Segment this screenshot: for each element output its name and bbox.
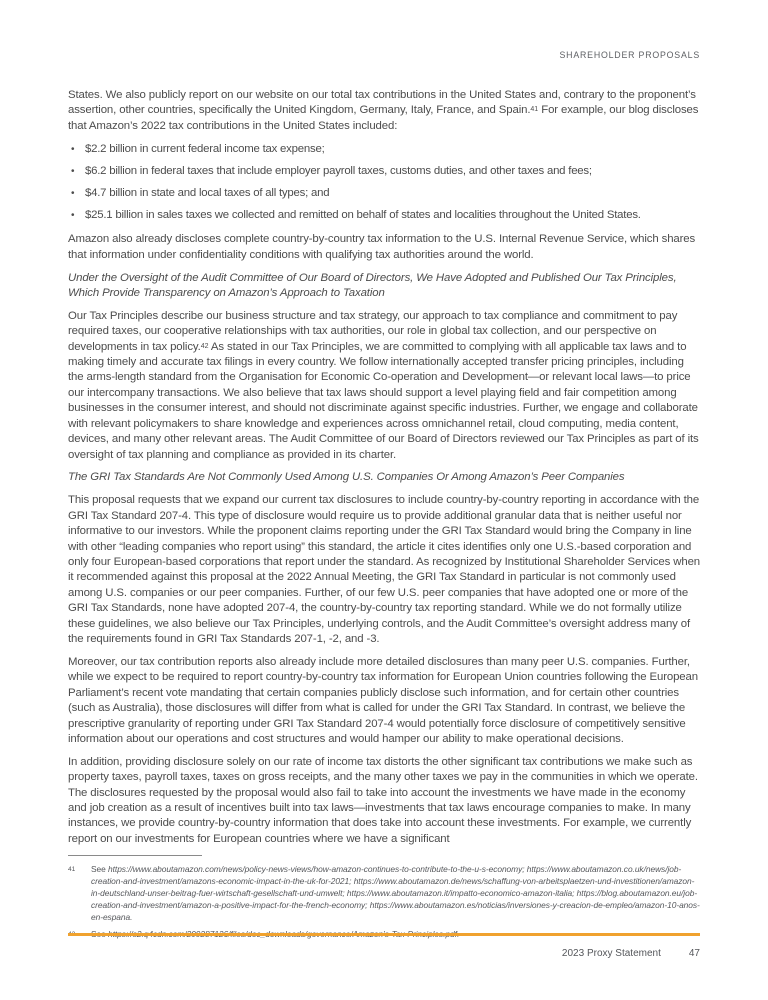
body-paragraph-3: [68, 309, 700, 463]
body-paragraph-6: In addition, providing disclosure solely on our rate of income tax distorts the other significant tax contributions we make such as property taxes, payroll taxes, taxes on gross receipts, and the many other taxes we pay in the communities in which we operate. The disclosures requested by the proposal would also fail to take into account the investments we have made in the economy and job creation as a result of incentives built into tax laws—investments that tax laws encourage companies to make. In many instances, we provide country-by-country information that does take into account these investments. For example, we currently report on our investments for European countries where we have a significant: [68, 755, 698, 845]
list-item: • $4.7 billion in state and local taxes of all types; and: [68, 186, 700, 201]
section-heading-oversight: Under the Oversight of the Audit Committee of Our Board of Directors, We Have Adopted and Published Our Tax Principles, Which Provide Transparency on Amazon’s Approach to Taxation: [68, 271, 677, 299]
footnote-links[interactable]: https://www.aboutamazon.com/news/policy-news-views/how-amazon-continues-to-contribute-to-the-u-s-economy; https://www.aboutamazon.co.uk/news/job-creation-and-investment/amazons-economic-impact-in-the-uk-for-2021; https://www.aboutamazon.de/news/schaffung-von-arbeitsplaetzen-und-investitionen/amazon-in-deutschland-unser-beitrag-fuer-wirtschaft-gesellschaft-und-umwelt; https://www.aboutamazon.it/impatto-economico-amazon-italia; https://blog.aboutamazon.eu/job-creation-and-investment/amazon-a-positive-impact-for-the-french-economy; https://www.aboutamazon.es/noticias/inversiones-y-creacion-de-empleo/amazon-10-anos-en-espana.: [91, 863, 700, 923]
footnote-separator: [68, 855, 202, 856]
paragraph-text: States. We also publicly report on our website on our total tax contributions in the United States and, contrary to the proponent’s assertion, other countries, specifically the United Kingdom, Germany, Italy, France, and Spain.: [68, 89, 696, 117]
list-item: • $2.2 billion in current federal income tax expense;: [68, 142, 700, 157]
body-paragraph-2: Amazon also already discloses complete country-by-country tax information to the U.S. Internal Revenue Service, which shares that information under confidentiality conditions with qualifying tax authorities around the world.: [68, 233, 696, 261]
paragraph-text: As stated in our Tax Principles, we are committed to complying with all applicable tax laws and to making timely and accurate tax filings in every country. We follow internationally accepted transfer pricing principles, including the arms-length standard from the Organisation for Economic Co-operation and Development—or relevant local laws—to price our intercompany transactions. We also believe that tax laws should support a level playing field and fair competition among businesses in the consumer interest, and should not discriminate against specific industries. Further, we engage and collaborate with relevant policymakers to share knowledge and experiences across omnichannel retail, cloud computing, media content, devices, and many other relevant areas. The Audit Committee of our Board of Directors reviewed our Tax Principles as part of its oversight of tax planning and compliance as provided in its charter.: [68, 340, 699, 461]
footnote-ref-42: 42: [200, 342, 209, 350]
section-heading-gri: The GRI Tax Standards Are Not Commonly Used Among U.S. Companies Or Among Amazon’s Peer Companies: [68, 471, 625, 484]
footnote-see-label: See: [91, 863, 109, 874]
body-paragraph-1: [68, 88, 700, 134]
body-paragraph-4: This proposal requests that we expand our current tax disclosures to include country-by-country reporting in accordance with the GRI Tax Standard 207-4. This type of disclosure would require us to provide additional granular data that is neither useful nor informative to our investors. While the proponent claims reporting under the GRI Tax Standard would bring the Company in line with other “leading companies who report using” this standard, the article it cites identifies only one U.S.-based corporation and only four European-based corporations that report under the standard. As recognized by Institutional Shareholder Services when it recommended against this proposal at the 2022 Annual Meeting, the GRI Tax Standard in particular is not commonly used among U.S. companies or our peer companies. Further, of our few U.S. peer companies that have adopted one or more of the GRI Tax Standards, none have adopted 207-4, the country-by-country tax reporting standard. While we do not formally utilize these guidelines, we also believe our Tax Principles, underlying controls, and the Audit Committee’s oversight address many of the requirements found in GRI Tax Standards 207-1, -2, and -3.: [68, 494, 701, 645]
paragraph-text: Our Tax Principles describe our business structure and tax strategy, our approach to tax compliance and commitment to pay required taxes, our cooperative relationships with tax authorities, our role in global tax collection, and our perspective on developments in tax policy.: [68, 309, 678, 353]
footnote-number: 41: [68, 865, 76, 873]
footnote-41: [68, 863, 700, 923]
page-footer: [68, 948, 700, 959]
list-item: • $6.2 billion in federal taxes that include employer payroll taxes, customs duties, and other taxes and fees;: [68, 164, 700, 179]
footer-rule: [68, 933, 700, 936]
footnote-ref-41: 41: [530, 106, 539, 114]
paragraph-text: For example, our blog discloses that Amazon’s 2022 tax contributions in the United States included:: [68, 104, 699, 132]
tax-contribution-list: [68, 142, 700, 224]
body-paragraph-5: Moreover, our tax contribution reports also already include more detailed disclosures than many peer U.S. companies. Further, while we expect to be required to report country-by-country tax information for European Union countries following the European Parliament’s recent vote mandating that certain companies publicly disclose such information, and for certain other countries (such as Australia), those disclosures will differ from what is called for under the GRI Tax Standard. In contrast, we believe the prescriptive granularity of reporting under GRI Tax Standard 207-4 would potentially force disclosure of competitively sensitive information about our operations and cost structures and would hamper our ability to make operational decisions.: [68, 655, 698, 745]
page-number: 47: [688, 948, 700, 959]
running-header: SHAREHOLDER PROPOSALS: [559, 50, 700, 60]
footer-label: 2023 Proxy Statement: [561, 948, 661, 959]
page-content: [68, 88, 700, 945]
footnote-text: [91, 863, 700, 923]
list-item: • $25.1 billion in sales taxes we collected and remitted on behalf of states and localities throughout the United States.: [68, 208, 700, 223]
